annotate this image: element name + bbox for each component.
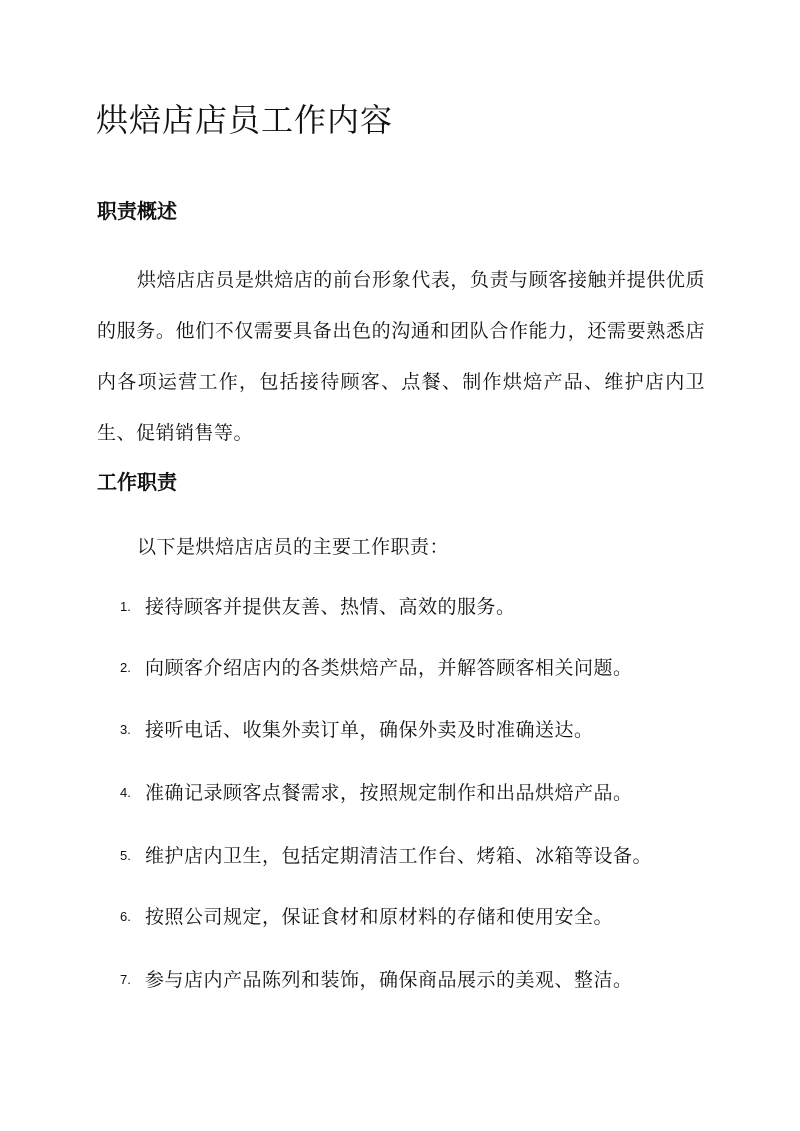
duty-text: 参与店内产品陈列和装饰，确保商品展示的美观、整洁。 xyxy=(145,969,633,991)
duty-item xyxy=(120,902,720,932)
duty-number: 1. xyxy=(120,599,131,614)
duty-item xyxy=(120,965,720,995)
duty-text: 接待顾客并提供友善、热情、高效的服务。 xyxy=(145,596,516,618)
section-heading-duties: 工作职责 xyxy=(97,470,177,494)
page-title: 烘焙店店员工作内容 xyxy=(96,101,394,139)
duty-text: 按照公司规定，保证食材和原材料的存储和使用安全。 xyxy=(145,906,614,928)
duty-item xyxy=(120,841,720,871)
duty-item xyxy=(120,592,720,622)
overview-paragraph: 烘焙店店员是烘焙店的前台形象代表，负责与顾客接触并提供优质的服务。他们不仅需要具备出色的沟通和团队合作能力，还需要熟悉店内各项运营工作，包括接待顾客、点餐、制作烘焙产品、维护店内卫生、促销销售等。 xyxy=(97,269,705,444)
duties-intro: 以下是烘焙店店员的主要工作职责： xyxy=(137,536,450,558)
duty-item xyxy=(120,715,720,745)
duty-text: 准确记录顾客点餐需求，按照规定制作和出品烘焙产品。 xyxy=(145,782,633,804)
duty-item xyxy=(120,653,720,683)
duty-number: 5. xyxy=(120,848,131,863)
duty-number: 2. xyxy=(120,660,131,675)
duty-number: 4. xyxy=(120,785,131,800)
duty-text: 维护店内卫生，包括定期清洁工作台、烤箱、冰箱等设备。 xyxy=(145,845,653,867)
duty-number: 6. xyxy=(120,909,131,924)
duty-text: 接听电话、收集外卖订单，确保外卖及时准确送达。 xyxy=(145,719,594,741)
duty-number: 3. xyxy=(120,722,131,737)
duty-item xyxy=(120,778,720,808)
duty-number: 7. xyxy=(120,972,131,987)
section-heading-overview: 职责概述 xyxy=(97,199,177,223)
duty-text: 向顾客介绍店内的各类烘焙产品，并解答顾客相关问题。 xyxy=(145,657,633,679)
